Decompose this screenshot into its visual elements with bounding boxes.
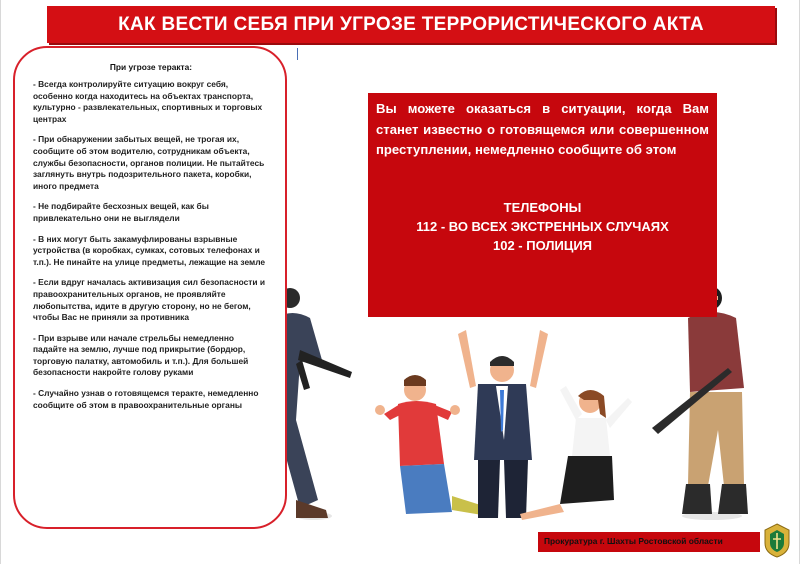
suit-man-illustration [458,330,548,518]
safety-rules-panel [13,46,287,529]
rule-item: - При обнаружении забытых вещей, не трогая их, сообщите об этом водителю, сотрудникам объекта, службы безопасности, органов полиции. Не пытайтесь заглянуть внутрь подозрительного пакета, коробки, иного предмета [33,134,265,191]
rule-item: - Если вдруг началась активизация сил безопасности и правоохранительных органов, не проявляйте любопытства, идите в другую сторону, но не бегом, чтобы Вас не приняли за противника [33,277,266,323]
footer-organization: Прокуратура г. Шахты Ростовской области [544,536,723,546]
left-terrorist-illustration [276,288,352,520]
report-advice-text: Вы можете оказаться в ситуации, когда Вам станет известно о готовящемся или совершенном преступлении, немедленно сообщите об этом [376,101,709,157]
kneeling-man-illustration [375,375,490,516]
phones-heading: ТЕЛЕФОНЫ [503,199,582,215]
rule-item: - Всегда контролируйте ситуацию вокруг себя, особенно когда находитесь на объектах транспорта, культурно - развлекательных, спортивных и торговых центрах [33,79,263,124]
rule-item: - При взрыве или начале стрельбы немедленно падайте на землю, лучше под прикрытие (бордюр, торговую палатку, автомобиль и т.п.). Для большей безопасности накройте голову руками [33,332,249,378]
kneeling-woman-illustration [520,386,632,520]
rule-item: - Не подбирайте бесхозных вещей, как бы привлекательно они не выглядели [33,201,209,223]
phone-emergency: 112 - ВО ВСЕХ ЭКСТРЕННЫХ СЛУЧАЯХ [416,218,669,234]
phone-police: 102 - ПОЛИЦИЯ [492,237,593,253]
rules-title: При угрозе теракта: [109,62,193,72]
page-title: КАК ВЕСТИ СЕБЯ ПРИ УГРОЗЕ ТЕРРОРИСТИЧЕСКОГО АКТА [118,13,704,35]
phone-numbers [376,198,709,255]
right-terrorist-illustration [652,286,748,520]
rule-item: - Случайно узнав о готовящемся теракте, немедленно сообщите об этом в правоохранительные органы [33,388,259,410]
rule-item: - В них могут быть закамуфлированы взрывные устройства (в коробках, сумках, сотовых телефонах и т.п.). Не пинайте на улице предметы, лежащие на земле [33,233,266,267]
emergency-info-box [368,93,717,317]
prosecutor-emblem-icon [762,521,792,559]
